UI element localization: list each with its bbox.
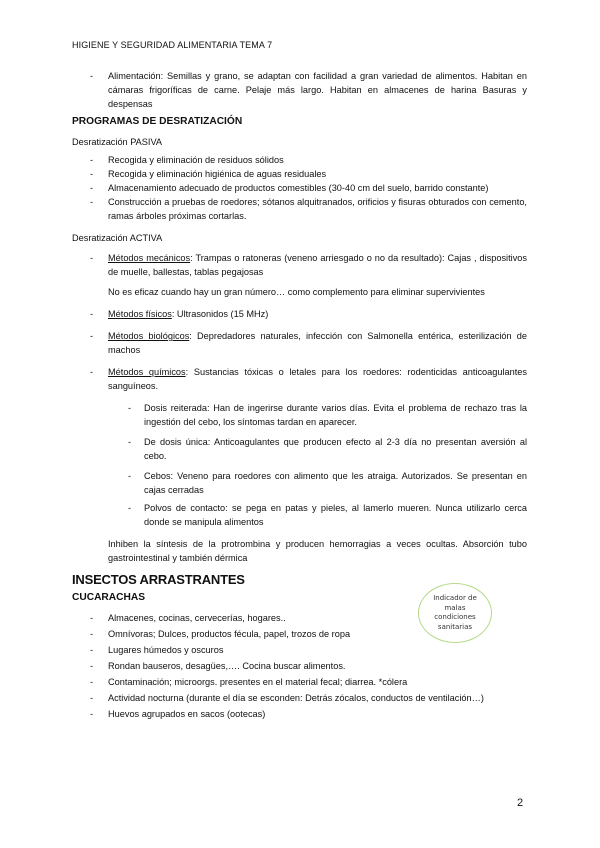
stamp-line: malas [444,603,466,612]
note-quimicos: Inhiben la síntesis de la protrombina y producen hemorragias a veces ocultas. Absorción tubo gastrointestinal y también dérmica [108,539,527,563]
bullet-dash: - [90,169,94,179]
bullet-dash: - [90,253,94,263]
bullet-dash: - [90,693,94,703]
annotation-stamp [418,583,492,643]
list-item-mecanicos: - Métodos mecánicos: Trampas o ratoneras (veneno arriesgado o no da resultado): Cajas , dispositivos de muelle, ballestas, tablas pegajosas [90,253,527,277]
stamp-line: Indicador de [433,594,477,602]
list-pasiva [72,153,527,223]
list-item: - Recogida y eliminación higiénica de aguas residuales [90,169,327,179]
subsection-cucarachas: CUCARACHAS [72,592,146,603]
bullet-dash: - [90,309,94,319]
bullet-dash: - [90,197,94,207]
bullet-dash: - [90,661,94,671]
sub-list-item: - Dosis reiterada: Han de ingerirse durante varios días. Evita el problema de rechazo tras la ingestión del cebo, los síntomas tardan en aparecer. [128,403,527,427]
list-item: - Contaminación; microorgs. presentes en el material fecal; diarrea. *cólera [90,677,408,687]
sub-list-item: - Polvos de contacto: se pega en patas y pieles, al lamerlo mueren. Nunca utilizarlo cerca donde se manipula alimentos [128,503,527,527]
list-item: - Rondan bauseros, desagües,…. Cocina buscar alimentos. [90,661,346,671]
bullet-dash: - [90,155,94,165]
page-header: HIGIENE Y SEGURIDAD ALIMENTARIA TEMA 7 [72,40,273,50]
list-item-alimentacion: - Alimentación: Semillas y grano, se adaptan con facilidad a gran variedad de alimentos. Habitan en cámaras frigoríficas de carne. Pelaje más largo. Habitan en almacenes de harina Basuras y despensas [90,71,527,109]
list-item: - Omnívoras; Dulces, productos fécula, papel, trozos de ropa [90,629,351,639]
list-item: - Huevos agrupados en sacos (ootecas) [90,709,266,719]
section-title-insectos: INSECTOS ARRASTRANTES [72,572,245,587]
list-item-quimicos: - Métodos químicos: Sustancias tóxicas o letales para los roedores: rodenticidas anticoagulantes sanguíneos. [90,367,527,391]
sub-list-item: - De dosis única: Anticoagulantes que producen efecto al 2-3 día no presentan aversión al cebo. [128,437,527,461]
bullet-dash: - [128,503,132,513]
list-item: - Almacenamiento adecuado de productos comestibles (30-40 cm del suelo, barrido constante) [90,183,489,193]
bullet-dash: - [128,403,132,413]
bullet-dash: - [90,71,94,81]
bullet-dash: - [128,471,132,481]
list-item: - Actividad nocturna (durante el día se esconden: Detrás zócalos, conductos de ventilación…) [90,693,484,703]
subsection-pasiva: Desratización PASIVA [72,137,163,147]
list-quimicos-sub [72,401,527,529]
bullet-dash: - [90,183,94,193]
stamp-line: condiciones [434,613,476,621]
bullet-dash: - [90,709,94,719]
bullet-dash: - [90,629,94,639]
list-item: - Construcción a pruebas de roedores; sótanos alquitranados, orificios y fisuras obturados con cemento, ramas árboles próximas cortarlas. [90,197,527,221]
bullet-dash: - [128,437,132,447]
list-item-biologicos: - Métodos biológicos: Depredadores naturales, infección con Salmonella entérica, esterilización de machos [90,331,528,355]
stamp-line: sanitarias [437,622,473,631]
bullet-dash: - [90,331,94,341]
bullet-dash: - [90,613,94,623]
list-item: - Almacenes, cocinas, cervecerías, hogares.. [90,613,286,623]
section-title-desratizacion: PROGRAMAS DE DESRATIZACIÓN [72,116,243,127]
list-item: - Recogida y eliminación de residuos sólidos [90,155,284,165]
list-item: - Lugares húmedos y oscuros [90,645,224,655]
page-number: 2 [517,797,524,809]
note-mecanicos: No es eficaz cuando hay un gran número… como complemento para eliminar supervivientes [108,287,485,297]
bullet-dash: - [90,677,94,687]
bullet-dash: - [90,367,94,377]
list-item-fisicos: - Métodos físicos: Ultrasonidos (15 MHz) [90,309,269,319]
sub-list-item: - Cebos: Veneno para roedores con alimento que les atraiga. Autorizados. Se presentan en cajas cerradas [128,471,527,495]
bullet-dash: - [90,645,94,655]
subsection-activa: Desratización ACTIVA [72,233,163,243]
